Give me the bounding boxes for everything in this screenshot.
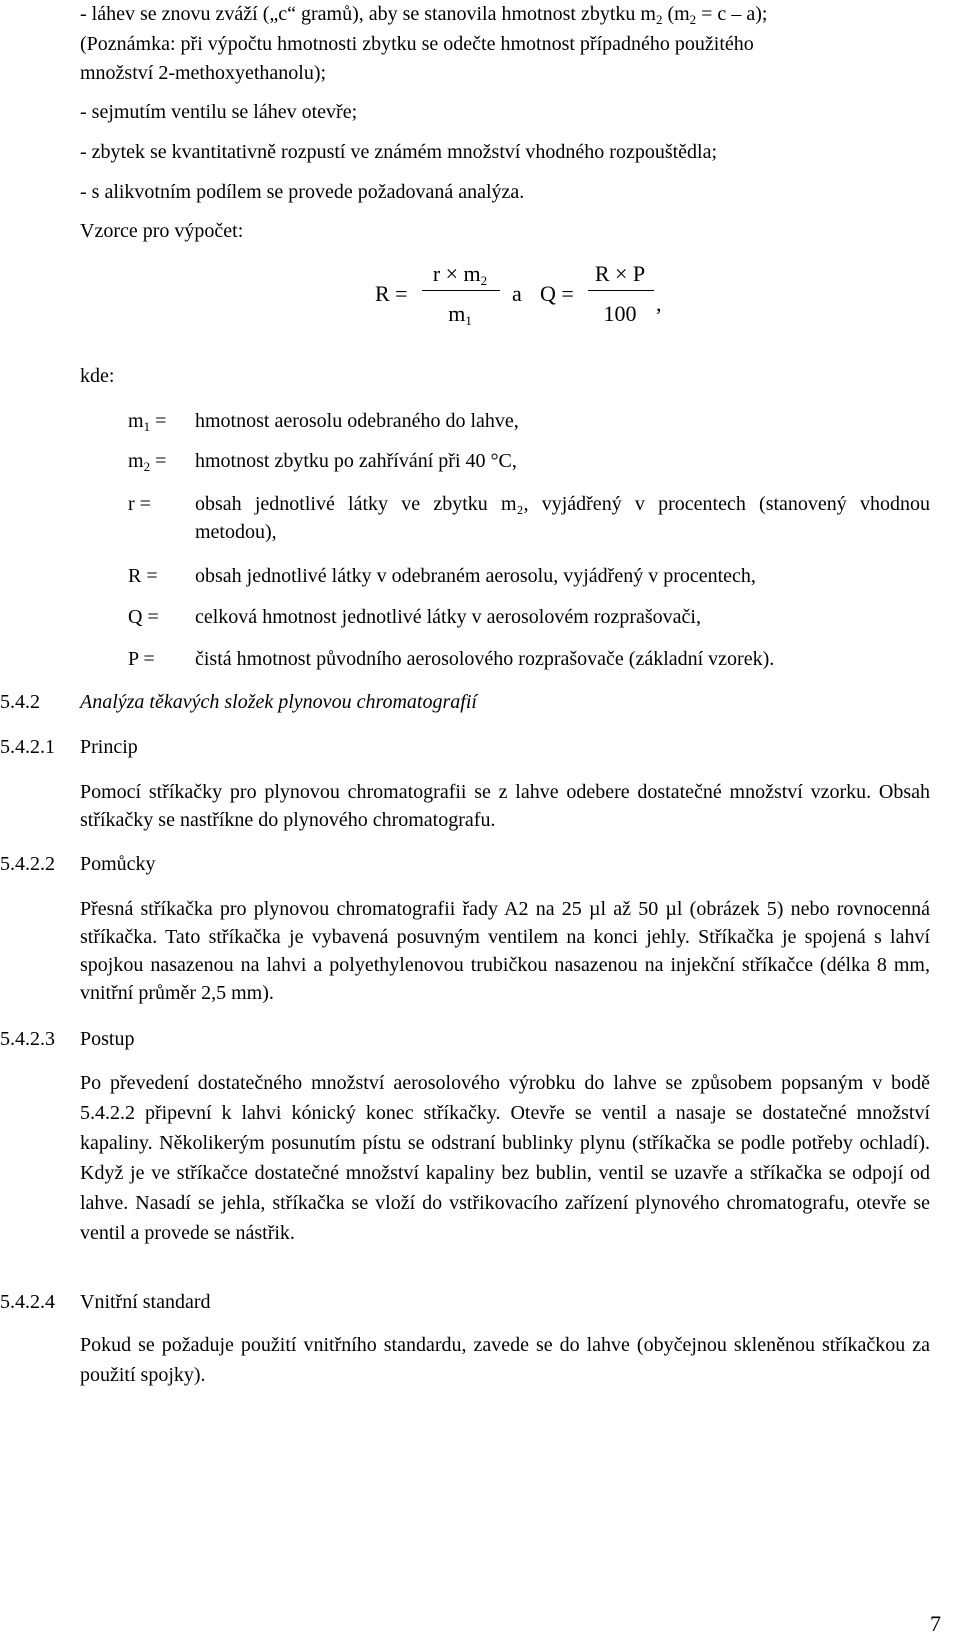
formula-r-lhs: R = xyxy=(375,281,408,306)
definition-text: hmotnost aerosolu odebraného do lahve, xyxy=(195,410,519,432)
definition-symbol: Q = xyxy=(128,606,159,628)
formula-q-fraction-bar xyxy=(588,290,654,291)
formula-comma: , xyxy=(656,291,662,316)
subsection-number: 5.4.2.1 xyxy=(0,736,55,758)
intro-line-3: množství 2-methoxyethanolu); xyxy=(80,62,327,84)
formula-r-denominator: $m_1$ xyxy=(448,301,472,328)
formula-r-fraction-bar xyxy=(422,290,500,291)
subsection-number: 5.4.2.3 xyxy=(0,1028,55,1050)
bullet-analysis: - s alikvotním podílem se provede požadovaná analýza. xyxy=(80,181,525,203)
definition-text: celková hmotnost jednotlivé látky v aerosolovém rozprašovači, xyxy=(195,606,701,628)
subsection-title: Postup xyxy=(80,1028,135,1050)
definition-symbol: P = xyxy=(128,648,155,670)
page-number: 7 xyxy=(930,1611,941,1636)
intro-line-1: - láhev se znovu zváží („c“ gramů), aby se stanovila hmotnost zbytku $m_2$ $(m_2 = c - a)$; xyxy=(80,3,768,27)
definition-symbol: r = xyxy=(128,493,151,515)
definition-symbol: R = xyxy=(128,565,158,587)
subsection-title: Princip xyxy=(80,736,138,758)
formula-conjunction: a xyxy=(512,281,522,306)
definition-text: obsah jednotlivé látky v odebraném aerosolu, vyjádřený v procentech, xyxy=(195,565,756,587)
subsection-number: 5.4.2.2 xyxy=(0,853,55,875)
formula-q-numerator: R × P xyxy=(594,261,646,286)
definition-text: obsah jednotlivé látky ve zbytku m₂, vyjádřený v procentech (stanovený vhodnou metodou), xyxy=(195,493,930,543)
definition-text: čistá hmotnost původního aerosolového rozprašovače (základní vzorek). xyxy=(195,648,775,670)
subsection-number: 5.4.2.4 xyxy=(0,1291,55,1313)
formula-q-lhs: Q = xyxy=(540,281,574,306)
definitions-label: kde: xyxy=(80,365,115,387)
section-title: Analýza těkavých složek plynovou chromatografií xyxy=(80,691,477,713)
subsection-title: Vnitřní standard xyxy=(80,1291,211,1313)
section-number: 5.4.2 xyxy=(0,691,40,713)
subsection-text-principle: Pomocí stříkačky pro plynovou chromatografii se z lahve odebere dostatečné množství vzorku. Obsah stříkačky se nastříkne do plynového chromatografu. xyxy=(80,781,930,831)
definition-symbol: $m_1$ = xyxy=(128,410,167,434)
formula-q-denominator: 100 xyxy=(603,301,637,326)
formula-r-numerator: $r \times m_2$ xyxy=(432,261,488,288)
bullet-dissolve: - zbytek se kvantitativně rozpustí ve známém množství vhodného rozpouštědla; xyxy=(80,141,718,163)
subsection-text-procedure: Po převedení dostatečného množství aerosolového výrobku do lahve se způsobem popsaným v bodě 5.4.2.2 připevní k lahvi kónický konec stříkačky. Otevře se ventil a nasaje se dostatečné množství kapaliny. Několikerým posunutím pístu se odstraní bublinky plynu (stříkačka se podle potřeby ochladí). Když je ve stříkačce dostatečné množství kapaliny bez bublin, ventil se uzavře a stříkačka se odpojí od lahve. Nasadí se jehla, stříkačka se vloží do vstřikovacího zařízení plynového chromatografu, otevře se ventil a provede se nástřik. xyxy=(80,1072,930,1244)
definition-symbol: $m_2$ = xyxy=(128,450,167,474)
bullet-open-valve: - sejmutím ventilu se láhev otevře; xyxy=(80,101,358,123)
subsection-text-internal-standard: Pokud se požaduje použití vnitřního standardu, zavede se do lahve (obyčejnou skleněnou stříkačkou za použití spojky). xyxy=(80,1334,930,1386)
subsection-title: Pomůcky xyxy=(80,853,156,875)
definition-text: hmotnost zbytku po zahřívání při 40 °C, xyxy=(195,450,517,472)
subsection-text-equipment: Přesná stříkačka pro plynovou chromatografii řady A2 na 25 µl až 50 µl (obrázek 5) nebo rovnocenná stříkačka. Tato stříkačka je vybavená posuvným ventilem na konci jehly. Stříkačka je spojená s lahví spojkou nasazenou na lahvi a polyethylenovou trubičkou nasazenou na injekční stříkačce (délka 8 mm, vnitřní průměr 2,5 mm). xyxy=(80,898,930,1004)
intro-line-2: (Poznámka: při výpočtu hmotnosti zbytku se odečte hmotnost případného použitého xyxy=(80,33,754,55)
formula-label: Vzorce pro výpočet: xyxy=(80,220,244,242)
